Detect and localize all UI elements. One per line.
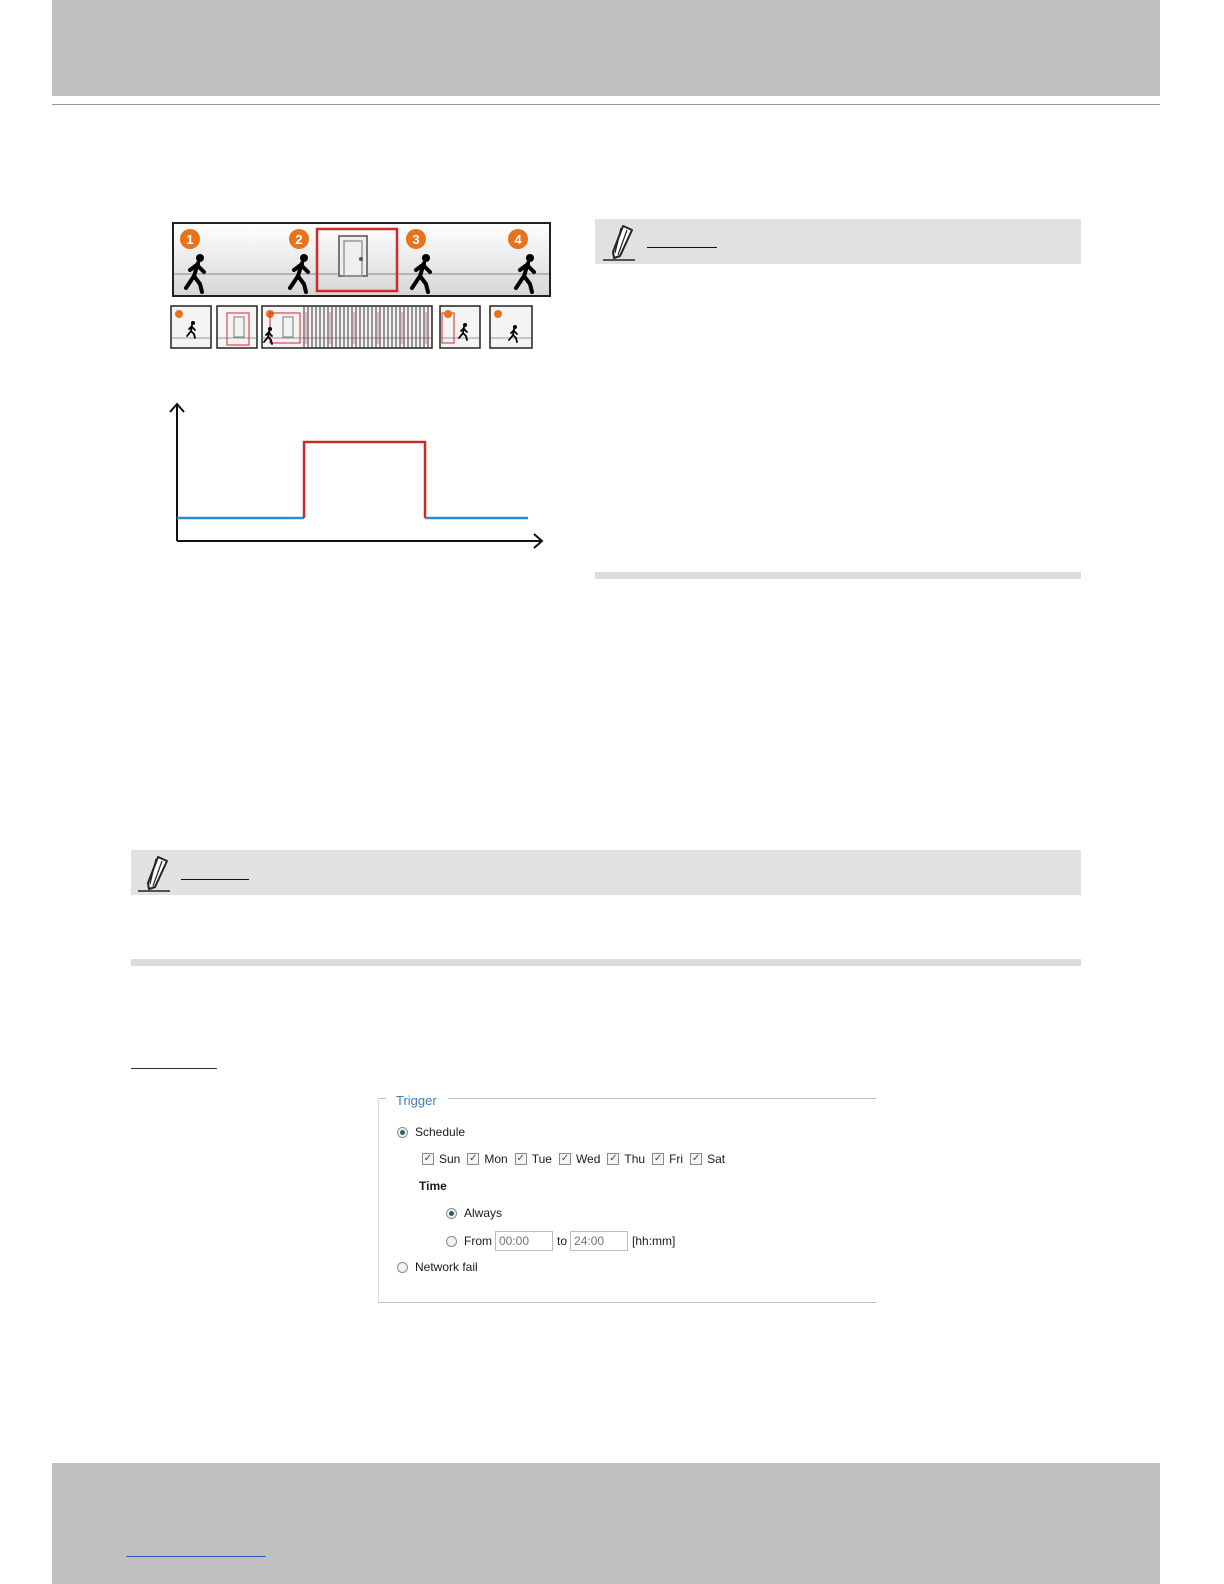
always-radio[interactable] [446, 1208, 457, 1219]
to-label: to [557, 1234, 568, 1248]
from-label: From [464, 1234, 492, 1248]
thu-checkbox[interactable]: ✓ [609, 1153, 618, 1164]
day-wed[interactable]: ✓ Wed [560, 1152, 601, 1166]
note-box-footer [131, 959, 1081, 966]
trigger-panel [378, 1090, 876, 1305]
network-fail-label: Network fail [415, 1260, 478, 1274]
thumbnail-1 [171, 306, 211, 348]
marker-2 [289, 229, 309, 249]
fri-checkbox[interactable]: ✓ [653, 1153, 663, 1164]
note-heading-underline [647, 247, 717, 248]
svg-text:3: 3 [412, 232, 420, 247]
note-box-header [595, 219, 1081, 264]
trigger-legend: Trigger [396, 1093, 437, 1108]
day-mon[interactable]: ✓ Mon [469, 1152, 508, 1166]
active-pulse [304, 442, 425, 518]
pencil-icon [136, 854, 176, 892]
time-heading: Time [419, 1179, 447, 1193]
weekday-checkboxes [422, 1151, 732, 1167]
scene-illustration [172, 222, 552, 298]
sat-checkbox[interactable]: ✓ [691, 1153, 701, 1164]
sun-checkbox[interactable]: ✓ [423, 1153, 433, 1164]
network-fail-radio[interactable] [397, 1262, 408, 1273]
svg-text:4: 4 [514, 232, 522, 247]
tue-checkbox[interactable]: ✓ [516, 1153, 525, 1164]
trigger-signal-diagram [168, 398, 552, 550]
pencil-icon [601, 223, 641, 261]
always-label: Always [464, 1206, 503, 1220]
schedule-option[interactable] [397, 1124, 465, 1140]
always-option[interactable] [446, 1205, 502, 1221]
day-fri[interactable]: ✓ Fri [653, 1152, 684, 1166]
page-footer-band [52, 1463, 1160, 1584]
thumbnail-sequence [262, 306, 432, 348]
wed-checkbox[interactable]: ✓ [560, 1153, 570, 1164]
schedule-label: Schedule [415, 1125, 466, 1139]
mon-checkbox[interactable]: ✓ [469, 1153, 478, 1164]
day-thu[interactable]: ✓ Thu [609, 1152, 646, 1166]
thumbnail-4 [490, 306, 532, 348]
header-rule [52, 104, 1160, 105]
thumbnail-3 [440, 306, 480, 348]
door-icon [339, 236, 367, 276]
schedule-radio[interactable] [397, 1127, 408, 1138]
day-sat[interactable]: ✓ Sat [691, 1152, 726, 1166]
thumbnail-2 [217, 306, 257, 348]
from-time-input[interactable] [495, 1231, 553, 1251]
footer-link-underline[interactable] [126, 1556, 266, 1557]
day-tue[interactable]: ✓ Tue [516, 1152, 552, 1166]
note-box-footer [595, 572, 1081, 579]
marker-4 [508, 229, 528, 249]
marker-1 [180, 229, 200, 249]
page-header-band [52, 0, 1160, 96]
frame-thumbnail-strip [170, 304, 534, 352]
day-sun[interactable]: ✓ Sun [423, 1152, 461, 1166]
from-to-option[interactable] [446, 1233, 675, 1249]
marker-3 [406, 229, 426, 249]
note-box-header [131, 850, 1081, 895]
svg-text:2: 2 [295, 232, 303, 247]
svg-text:1: 1 [186, 232, 194, 247]
note-heading-underline [181, 879, 249, 880]
to-time-input[interactable] [570, 1231, 628, 1251]
network-fail-option[interactable] [397, 1259, 478, 1275]
section-heading-underline [131, 1068, 217, 1069]
time-unit-label: [hh:mm] [632, 1234, 676, 1248]
from-radio[interactable] [446, 1236, 457, 1247]
